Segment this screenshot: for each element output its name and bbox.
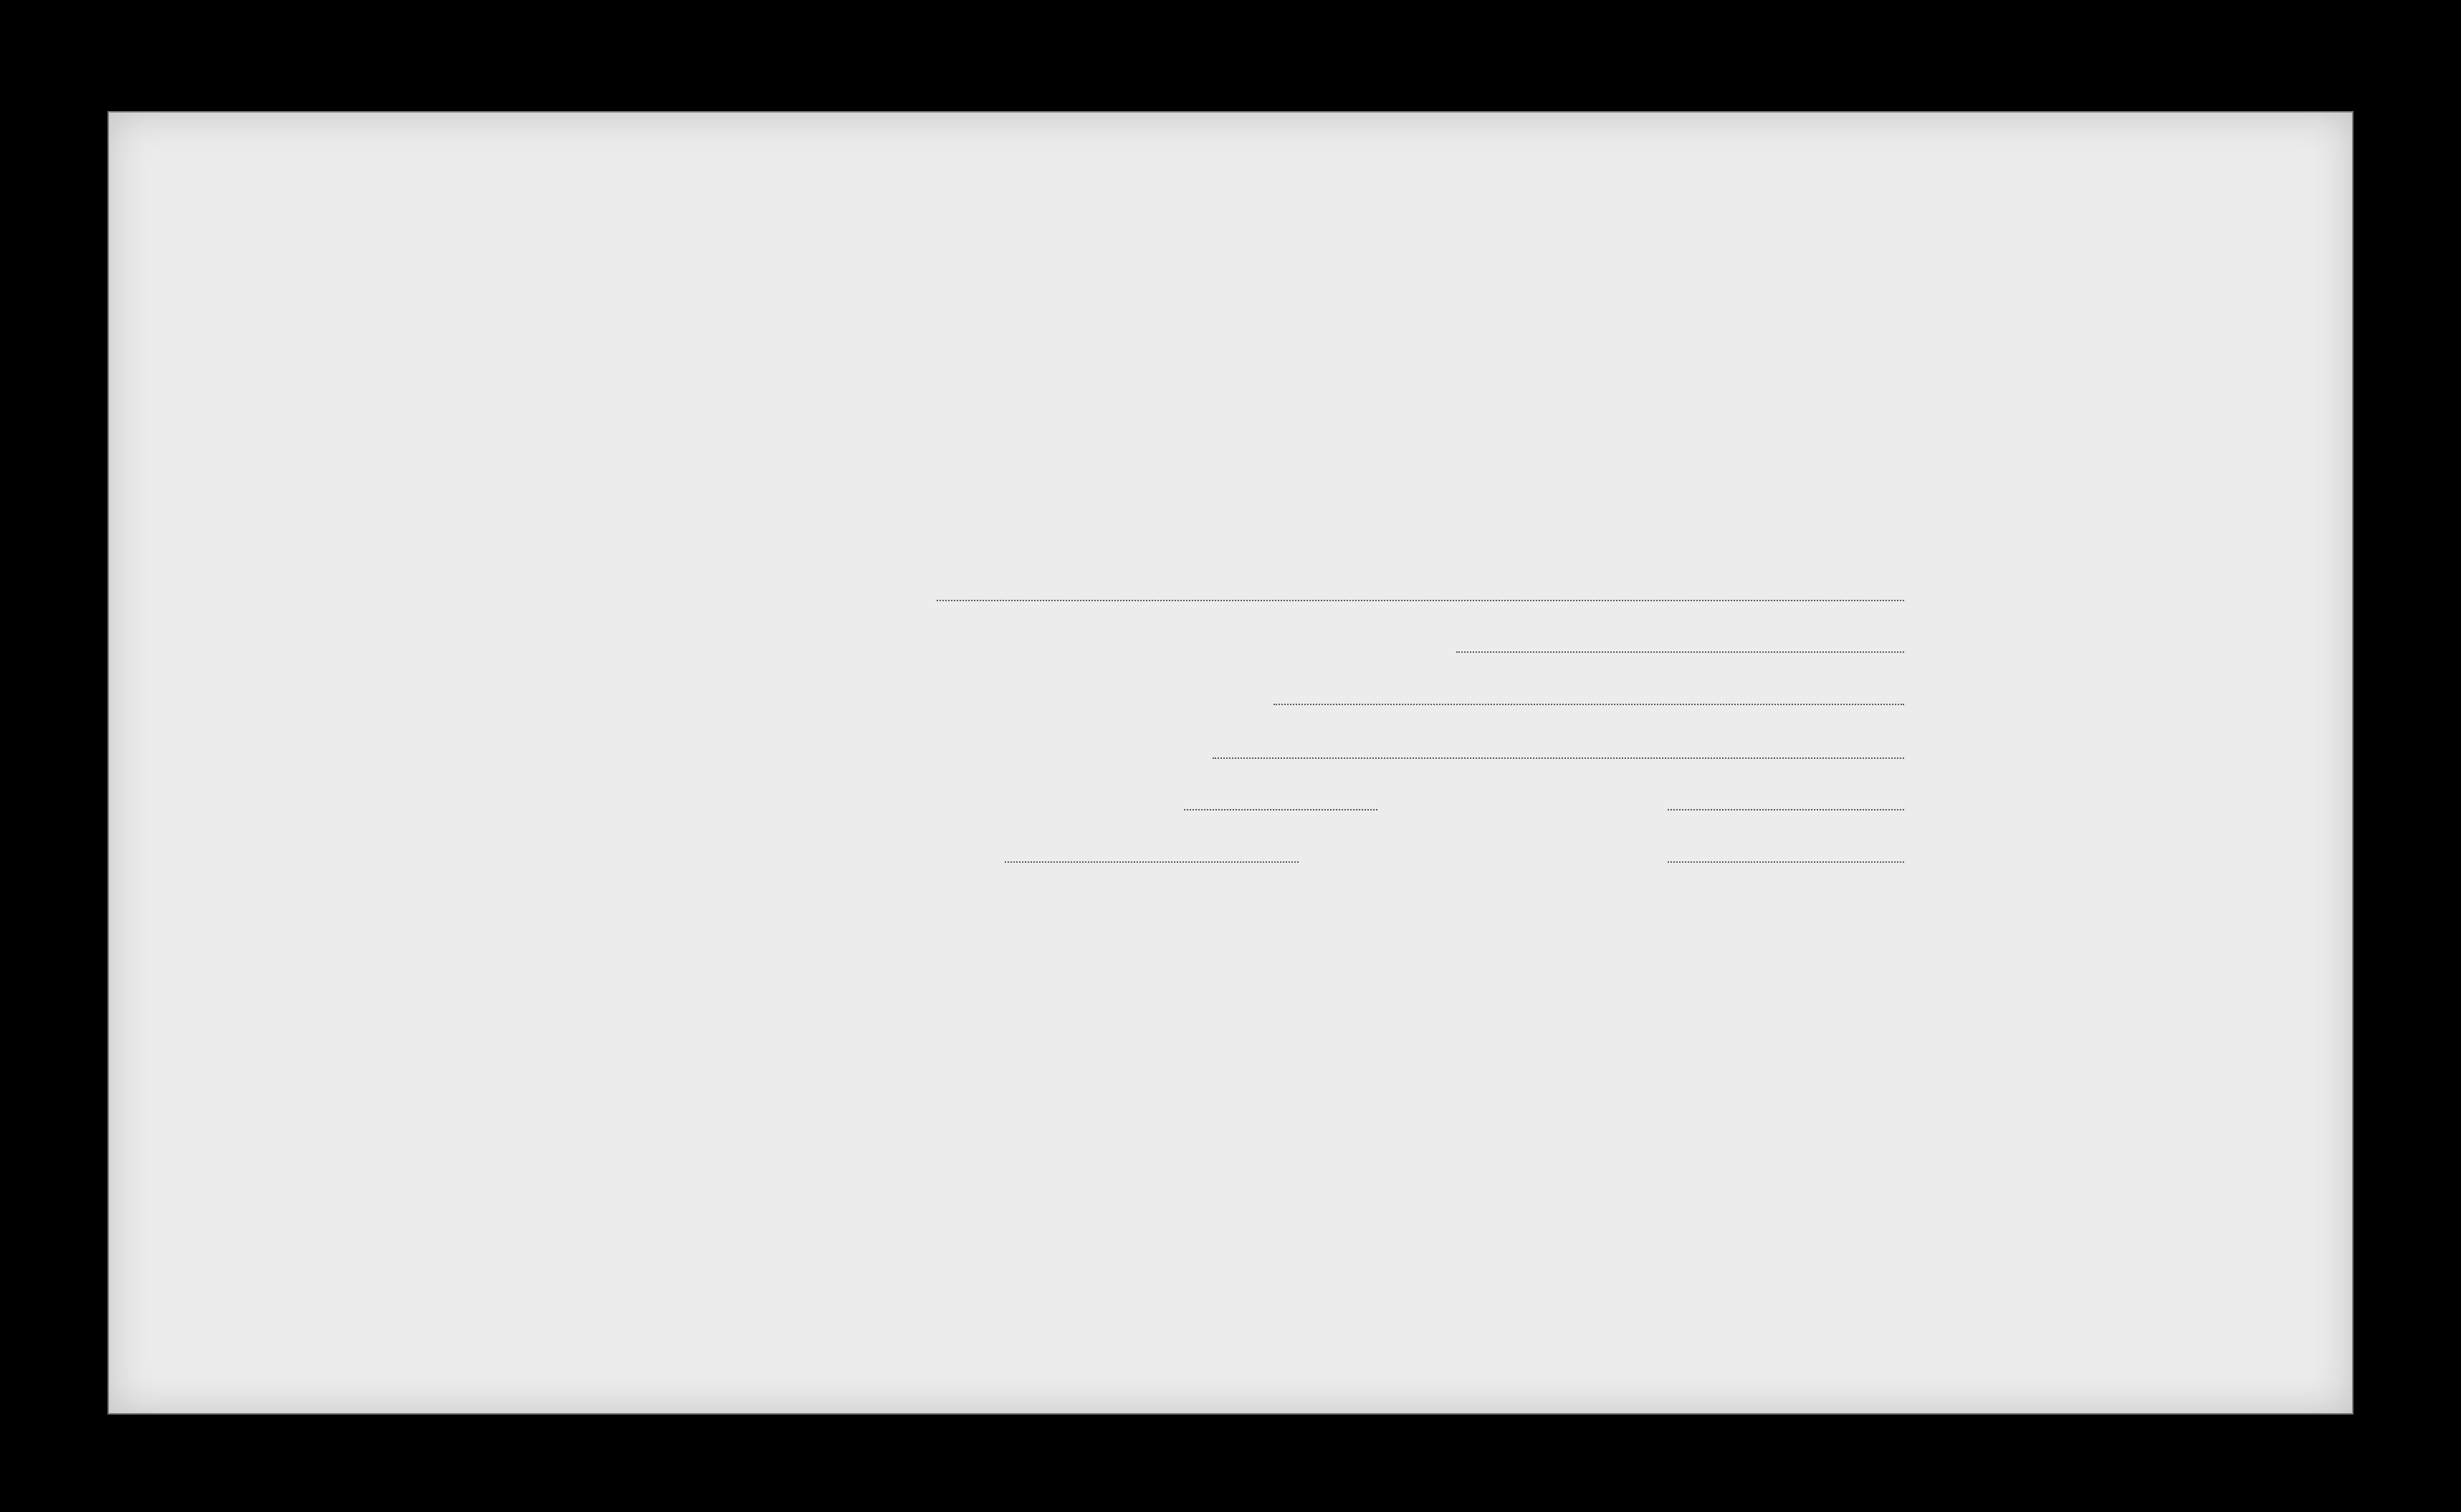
owner-answer-line[interactable]	[937, 600, 1904, 601]
village-distance-answer-line[interactable]	[1668, 809, 1904, 810]
market-answer-line[interactable]	[1005, 861, 1299, 863]
village-answer-line[interactable]	[1184, 809, 1377, 810]
market-distance-answer-line[interactable]	[1668, 861, 1904, 863]
farming-answer-line[interactable]	[1213, 757, 1904, 759]
census-card	[107, 111, 2354, 1415]
other-land-answer-line[interactable]	[1456, 651, 1904, 653]
land-type-answer-line[interactable]	[1273, 704, 1904, 705]
form-grid-lines	[109, 113, 2352, 1413]
